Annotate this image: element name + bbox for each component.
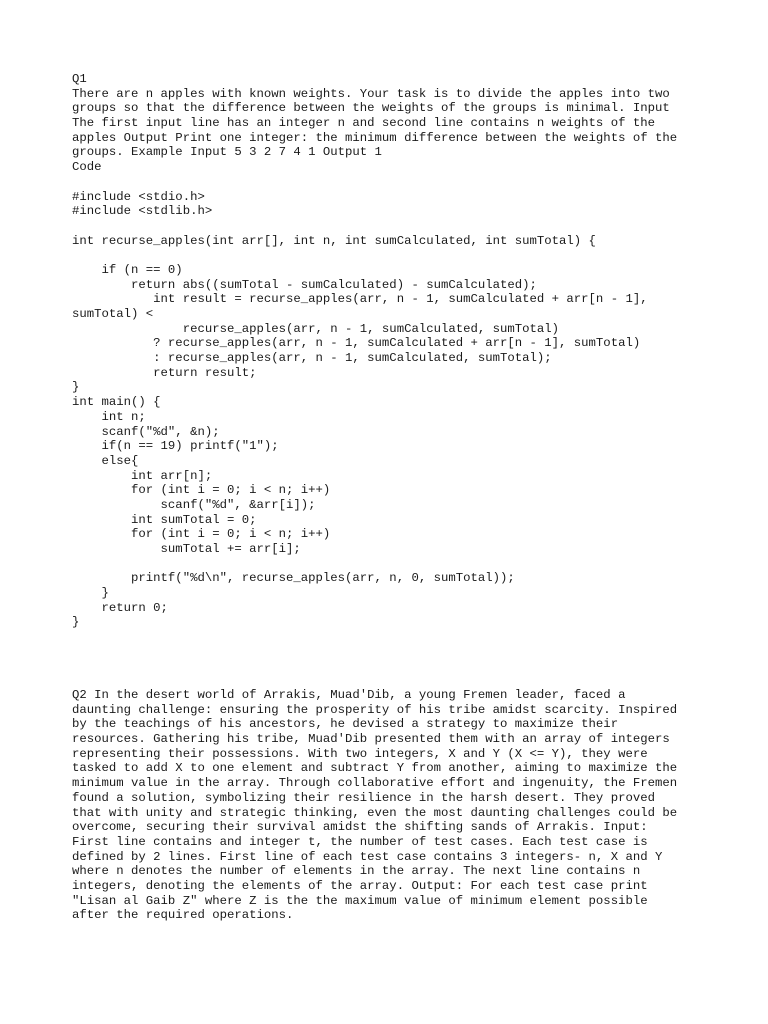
code-line: #include <stdio.h> [72,189,205,204]
problem-line: There are n apples with known weights. Your task is to divide the apples into two [72,86,670,101]
q2-text-line: daunting challenge: ensuring the prosperity of his tribe amidst scarcity. Inspired [72,702,678,717]
code-line [72,175,712,190]
code-line: : recurse_apples(arr, n - 1, sumCalculated, sumTotal); [72,351,552,366]
code-line: int sumTotal = 0; [72,512,257,527]
code-line [72,219,712,234]
q2-text-line: Q2 In the desert world of Arrakis, Muad'Dib, a young Fremen leader, faced a [72,688,626,702]
q2-text-line: defined by 2 lines. First line of each test case contains 3 integers- n, X and Y [72,849,663,864]
code-line: sumTotal += arr[i]; [72,542,301,556]
code-line: int n; [72,409,146,424]
q2-text-line: integers, denoting the elements of the array. Output: For each test case print [72,878,648,893]
q2-text-line: "Lisan al Gaib Z" where Z is the the maximum value of minimum element possible [72,893,648,908]
q2-text-line: found a solution, symbolizing their resilience in the harsh desert. They proved [72,790,655,805]
code-block [72,175,712,630]
code-line: scanf("%d", &arr[i]); [72,497,316,512]
q1-problem-statement [72,87,712,160]
code-line: if(n == 19) printf("1"); [72,439,279,454]
code-line: return 0; [72,600,168,615]
code-line: sumTotal) < [72,307,154,321]
code-line: scanf("%d", &n); [72,424,220,439]
code-line: printf("%d\n", recurse_apples(arr, n, 0, sumTotal)); [72,571,515,586]
q2-text-line: resources. Gathering his tribe, Muad'Dib presented them with an array of integers [72,732,670,747]
q2-text-line: representing their possessions. With two integers, X and Y (X <= Y), they were [72,746,648,761]
problem-line: groups so that the difference between the weights of the groups is minimal. Input [72,101,670,116]
code-line: ? recurse_apples(arr, n - 1, sumCalculated + arr[n - 1], sumTotal) [72,336,641,351]
problem-line: apples Output Print one integer: the minimum difference between the weights of the [72,130,678,145]
q2-text-line: by the teachings of his ancestors, he devised a strategy to maximize their [72,717,619,732]
code-line [72,248,712,263]
q2-text-line: after the required operations. [72,908,294,923]
problem-line: groups. Example Input 5 3 2 7 4 1 Output 1 [72,145,382,160]
q2-text-line: where n denotes the number of elements in the array. The next line contains n [72,864,641,879]
q1-section [72,72,712,630]
code-line: if (n == 0) [72,262,183,277]
q2-text-line: tasked to add X to one element and subtract Y from another, aiming to maximize the [72,761,678,776]
code-line: recurse_apples(arr, n - 1, sumCalculated, sumTotal) [72,321,560,336]
code-line: return abs((sumTotal - sumCalculated) - sumCalculated); [72,277,537,292]
q2-section [72,688,712,923]
q2-text-line: minimum value in the array. Through collaborative effort and ingenuity, the Fremen [72,776,678,791]
code-line: } [72,615,80,630]
code-line: for (int i = 0; i < n; i++) [72,527,331,542]
code-line [72,557,712,572]
code-line: } [72,380,80,395]
code-line: int result = recurse_apples(arr, n - 1, sumCalculated + arr[n - 1], [72,292,648,307]
code-line: int recurse_apples(int arr[], int n, int sumCalculated, int sumTotal) { [72,233,596,248]
code-line: for (int i = 0; i < n; i++) [72,483,331,498]
code-label: Code [72,160,102,175]
code-line: int main() { [72,395,161,410]
q2-text-line: overcome, securing their survival amidst the shifting sands of Arrakis. Input: [72,820,648,835]
q1-heading: Q1 [72,72,87,86]
q2-text-line: that with unity and strategic thinking, even the most daunting challenges could be [72,805,678,820]
code-line: } [72,586,109,601]
code-line: else{ [72,453,139,468]
code-line: #include <stdlib.h> [72,204,213,219]
code-line: return result; [72,365,257,380]
problem-line: The first input line has an integer n and second line contains n weights of the [72,116,655,131]
code-line: int arr[n]; [72,468,213,483]
q2-text-line: First line contains and integer t, the number of test cases. Each test case is [72,834,648,849]
